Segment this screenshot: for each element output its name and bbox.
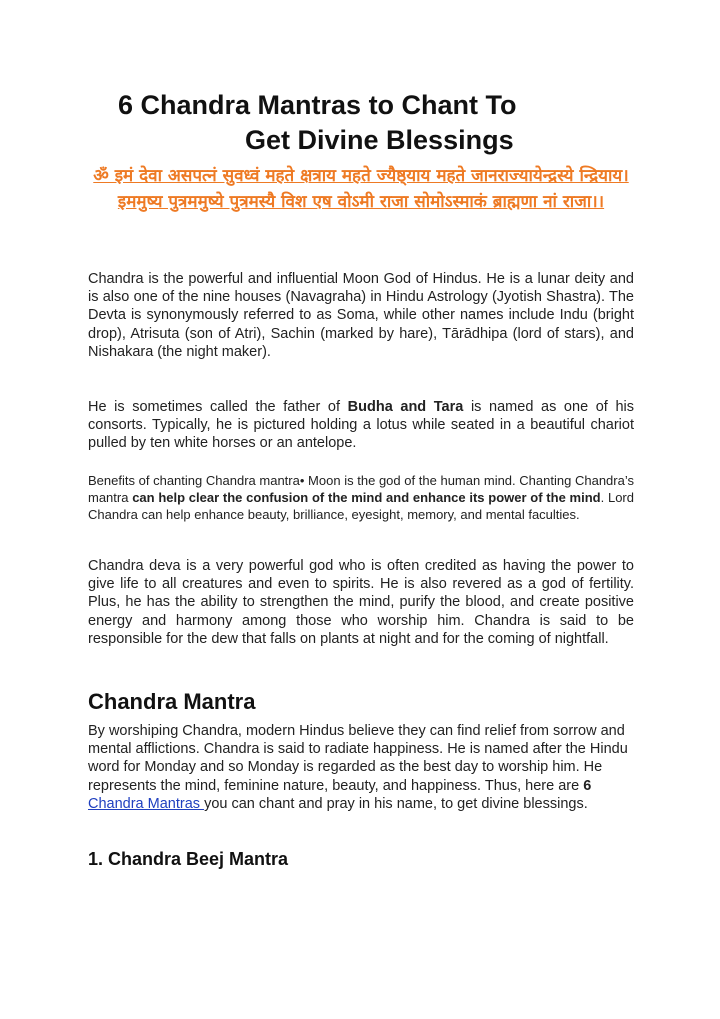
worship-paragraph bbox=[88, 722, 634, 813]
text-span: . Lord Chandra can help enhance beauty, brilliance, eyesight, memory, and mental faculties. bbox=[88, 490, 634, 523]
text-span: is named as one of his consorts. Typically, he is pictured holding a lotus while seated in a beautiful chariot pulled by ten white horses or an antelope. bbox=[88, 399, 634, 452]
benefits-paragraph bbox=[88, 472, 634, 524]
section-heading: Chandra Mantra bbox=[88, 689, 256, 714]
text-span: By worshiping Chandra, modern Hindus believe they can find relief from sorrow and mental afflictions. Chandra is said to radiate happiness. He is named after the Hindu word for Monday and so Monday is regarded as the best day to worship him. He represents the mind, feminine nature, beauty, and happiness. Thus, here are bbox=[88, 723, 628, 794]
page-title-line2: Get Divine Blessings bbox=[245, 125, 514, 155]
bold-text: 6 bbox=[583, 777, 592, 794]
sanskrit-verse: ॐ इमं देवा असपत्नं सुवध्वं महते क्षत्राय महते ज्यैष्ठ्याय महते जानराज्यायेन्द्रस्ये न्द्रियाय। इममुष्य पुत्रममुष्ये पुत्रमस्यै विश एष वोऽमी राजा सोमोऽस्माकं ब्राह्मणा नां राजा।। bbox=[93, 166, 629, 212]
bold-text: can help clear the confusion of the mind and enhance its power of the mind bbox=[132, 490, 601, 506]
powers-paragraph: Chandra deva is a very powerful god who is often credited as having the power to give life to all creatures and even to spirits. He is also revered as a god of fertility. Plus, he has the ability to strengthen the mind, purify the blood, and create positive energy and harmony among those who worship him. Chandra is said to be responsible for the dew that falls on plants at night and for the coming of nightfall. bbox=[88, 558, 634, 647]
chandra-mantras-link[interactable]: Chandra Mantras bbox=[88, 795, 205, 812]
text-span: Benefits of chanting Chandra mantra• Moon is the god of the human mind. Chanting Chandra’s mantra bbox=[88, 473, 634, 506]
intro-paragraph: Chandra is the powerful and influential Moon God of Hindus. He is a lunar deity and is also one of the nine houses (Navagraha) in Hindu Astrology (Jyotish Shastra). The Devta is synonymously referred to as Soma, while other names include Indu (bright drop), Atrisuta (son of Atri), Sachin (marked by hare), Tārādhipa (lord of stars), and Nishakara (the night maker). bbox=[88, 271, 634, 360]
text-span: He is sometimes called the father of bbox=[88, 399, 348, 415]
text-span: you can chant and pray in his name, to get divine blessings. bbox=[204, 795, 588, 812]
page-title bbox=[88, 88, 634, 158]
subheading: 1. Chandra Beej Mantra bbox=[88, 849, 289, 869]
bold-text: Budha and Tara bbox=[347, 399, 464, 415]
page-title-line1: 6 Chandra Mantras to Chant To bbox=[118, 90, 517, 120]
consorts-paragraph bbox=[88, 398, 634, 453]
